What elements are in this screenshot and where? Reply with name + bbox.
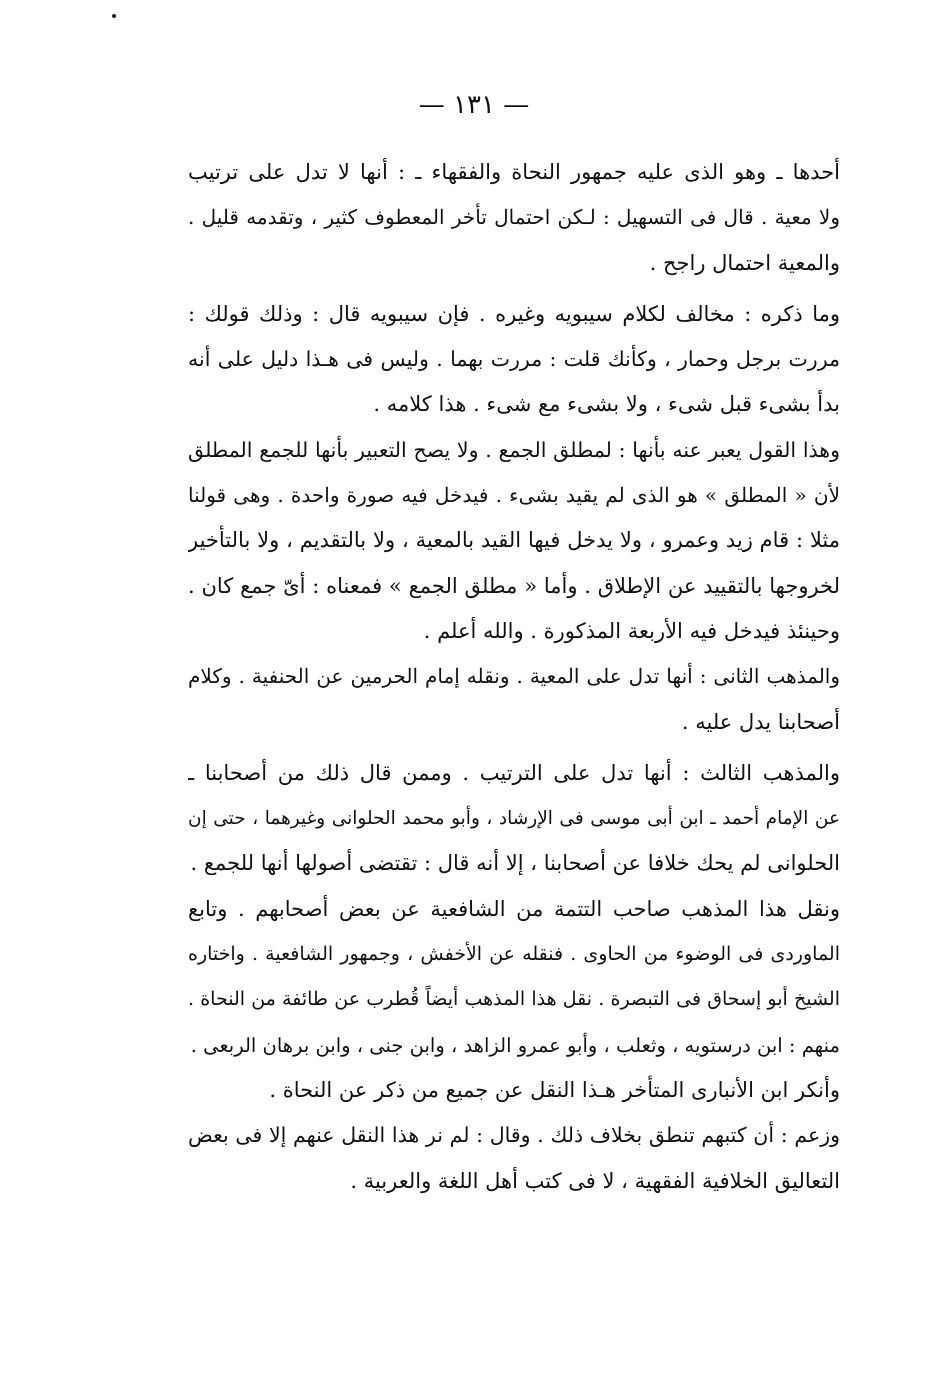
paragraph — [188, 1068, 840, 1204]
text-line: ولا معية . قال فى التسهيل : لـكن احتمال تأخر المعطوف كثير ، وتقدمه قليل . — [188, 205, 840, 230]
paragraph — [188, 292, 840, 428]
scan-speck — [112, 14, 116, 18]
body-text — [188, 150, 840, 1204]
text-line: لأن « المطلق » هو الذى لم يقيد بشىء . فيدخل فيه صورة واحدة . وهى قولنا — [188, 483, 840, 508]
text-line: مثلا : قام زيد وعمرو ، ولا يدخل فيها القيد بالمعية ، ولا بالتقديم ، ولا بالتأخير — [188, 528, 840, 553]
text-line: وزعم : أن كتبهم تنطق بخلاف ذلك . وقال : لم نر هذا النقل عنهم إلا فى بعض — [188, 1123, 840, 1148]
text-line: منهم : ابن درستويه ، وثعلب ، وأبو عمرو الزاهد ، وابن جنى ، وابن برهان الربعى . — [190, 1033, 840, 1057]
text-line: والمذهب الثانى : أنها تدل على المعية . ونقله إمام الحرمين عن الحنفية . وكلام — [188, 664, 840, 689]
text-line: والمعية احتمال راجح . — [649, 250, 840, 275]
paragraph — [188, 150, 840, 286]
text-line: وحينئذ فيدخل فيه الأربعة المذكورة . والله أعلم . — [423, 618, 840, 643]
paragraph — [188, 654, 840, 745]
text-line: مررت برجل وحمار ، وكأنك قلت : مررت بهما . وليس فى هـذا دليل على أنه — [188, 347, 840, 372]
text-line: وما ذكره : مخالف لكلام سيبويه وغيره . فإن سيبويه قال : وذلك قولك : — [188, 301, 840, 326]
text-line: بدأ بشىء قبل شىء ، ولا بشىء مع شىء . هذا كلامه . — [373, 392, 840, 417]
text-line: عن الإمام أحمد ـ ابن أبى موسى فى الإرشاد ، وأبو محمد الحلوانى وغيرهما ، حتى إن — [188, 808, 840, 830]
text-line: والمذهب الثالث : أنها تدل على الترتيب . وممن قال ذلك من أصحابنا ـ — [188, 760, 840, 785]
text-line: الحلوانى لم يحك خلافا عن أصحابنا ، إلا أنه قال : تقتضى أصولها أنها للجمع . — [190, 851, 840, 876]
text-line: أصحابنا يدل عليه . — [681, 709, 840, 734]
text-line: ونقل هذا المذهب صاحب التتمة من الشافعية عن بعض أصحابهم . وتابع — [188, 896, 840, 921]
text-line: وهذا القول يعبر عنه بأنها : لمطلق الجمع . ولا يصح التعبير بأنها للجمع المطلق — [188, 437, 840, 462]
page-number: — ١٣١ — — [418, 90, 530, 120]
text-line: الشيخ أبو إسحاق فى التبصرة . نقل هذا المذهب أيضاً قُطرب عن طائفة من النحاة . — [188, 988, 840, 1011]
text-line: أحدها ـ وهو الذى عليه جمهور النحاة والفقهاء ـ : أنها لا تدل على ترتيب — [188, 160, 840, 184]
paragraph — [188, 751, 840, 887]
paragraph — [188, 887, 840, 1068]
text-line: التعاليق الخلافية الفقهية ، لا فى كتب أهل اللغة والعربية . — [350, 1168, 840, 1193]
paragraph — [188, 428, 840, 654]
text-line: الماوردى فى الوضوء من الحاوى . فنقله عن الأخفش ، وجمهور الشافعية . واختاره — [188, 943, 840, 966]
text-line: وأنكر ابن الأنبارى المتأخر هـذا النقل عن جميع من ذكر عن النحاة . — [269, 1077, 840, 1102]
text-line: لخروجها بالتقييد عن الإطلاق . وأما « مطلق الجمع » فمعناه : أىّ جمع كان . — [188, 573, 840, 598]
